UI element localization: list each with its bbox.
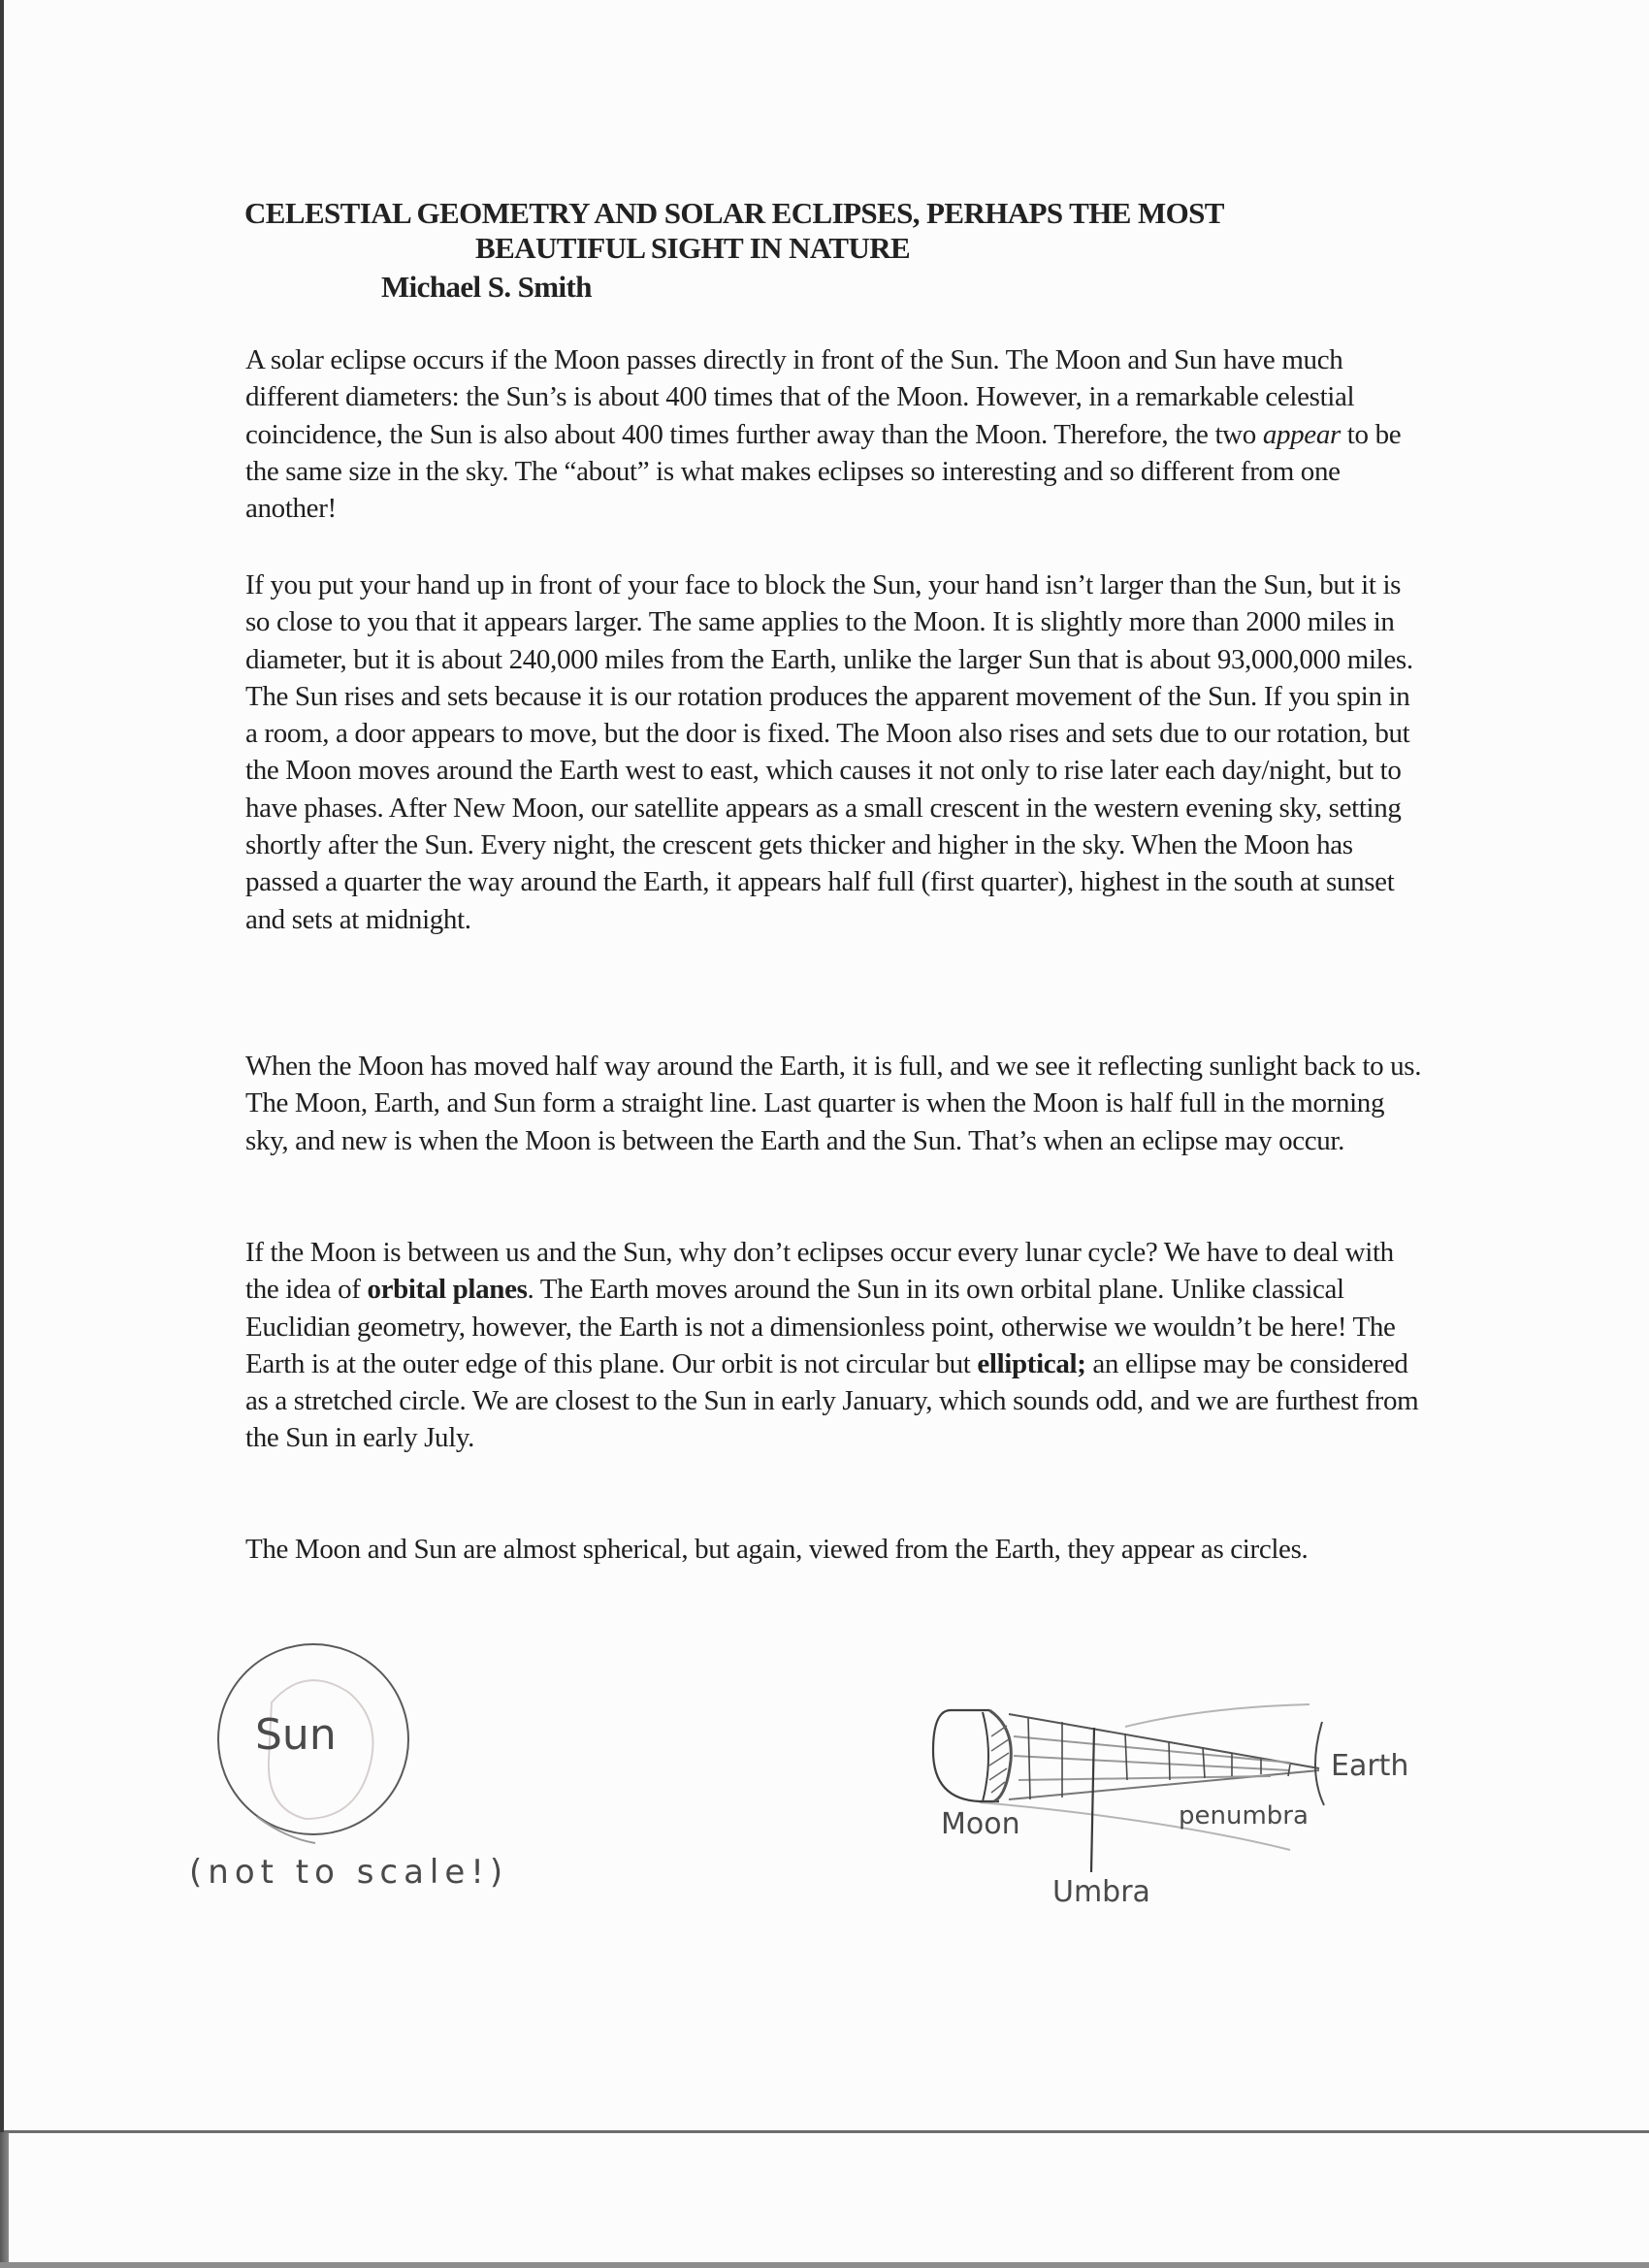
paragraph-2: If you put your hand up in front of your face to block the Sun, your hand isn’t larger than the Sun, but it is so close to you that it appears larger. The same applies to the Moon. It is slightly more than 2000 miles in diameter, but it is about 240,000 miles from the Earth, unlike the larger Sun that is about 93,000,000 miles. The Sun rises and sets because it is our rotation produces the apparent movement of the Sun. If you spin in a room, a door appears to move, but the door is fixed. The Moon also rises and sets due to our rotation, but the Moon moves around the Earth west to east, which causes it not only to rise later each day/night, but to have phases. After New Moon, our satellite appears as a small crescent in the western evening sky, setting shortly after the Sun. Every night, the crescent gets thicker and higher in the sky. When the Moon has passed a quarter the way around the Earth, it appears half full (first quarter), highest in the south at sunset and sets at midnight.	[245, 569, 1413, 935]
moon-label: Moon	[941, 1807, 1020, 1841]
bold-elliptical: elliptical;	[977, 1347, 1086, 1379]
umbra-pointer-line	[1091, 1728, 1094, 1872]
paragraph-4-text-b: . The Earth moves around the Sun in its own orbital plane. Unlike classical Euclidian geometry, however, the Earth is not a dimensionless point, otherwise we wouldn’t be here! The Earth is at the outer edge of this plane. Our orbit is not circular but	[245, 1274, 1396, 1379]
moon-shaded-limb	[989, 1710, 1011, 1801]
page-fold-line	[4, 2130, 1649, 2133]
umbra-inner-lines	[1014, 1736, 1290, 1780]
emphasis-appear: appear	[1262, 418, 1341, 450]
title-line-2: BEAUTIFUL SIGHT IN NATURE	[475, 231, 911, 265]
scan-left-edge	[0, 0, 4, 2268]
paragraph-5: The Moon and Sun are almost spherical, but again, viewed from the Earth, they appear as circles.	[245, 1534, 1309, 1565]
umbra-label: Umbra	[1052, 1875, 1150, 1909]
scan-left-shadow	[0, 2132, 9, 2268]
paragraph-4	[245, 1234, 1424, 1457]
paragraph-4-text-a: If the Moon is between us and the Sun, why don’t eclipses occur every lunar cycle? We have to deal with the idea of	[245, 1237, 1394, 1306]
scan-bottom-edge	[0, 2262, 1649, 2268]
earth-arc	[1315, 1722, 1324, 1805]
paragraph-1-text-a: A solar eclipse occurs if the Moon passes directly in front of the Sun. The Moon and Sun have much different diameters: the Sun’s is about 400 times that of the Moon. However, in a remarkable celestial coincidence, the Sun is also about 400 times further away than the Moon. Therefore, the two	[245, 344, 1355, 450]
eclipse-shadow-sketch	[922, 1683, 1426, 1916]
paragraph-1-text-b: to be the same size in the sky. The “about” is what makes eclipses so interesting and so different from one another!	[245, 418, 1402, 525]
umbra-lower-edge	[1009, 1770, 1319, 1799]
sun-sketch	[189, 1635, 558, 1916]
document-title	[244, 196, 1408, 266]
author-name: Michael S. Smith	[381, 270, 592, 304]
paragraph-4-text-c: an ellipse may be considered as a stretched circle. We are closest to the Sun in early January, which sounds odd, and we are furthest from the Sun in early July.	[245, 1347, 1419, 1454]
earth-label: Earth	[1331, 1749, 1409, 1783]
sun-label: Sun	[255, 1710, 337, 1760]
bold-orbital-planes: orbital planes	[367, 1274, 528, 1306]
moon-terminator	[983, 1712, 988, 1801]
penumbra-upper-line	[1125, 1704, 1310, 1727]
paragraph-1	[245, 341, 1424, 527]
not-to-scale-caption: (not to scale!)	[189, 1853, 509, 1892]
penumbra-label: penumbra	[1179, 1801, 1309, 1831]
paragraph-3: When the Moon has moved half way around the Earth, it is full, and we see it reflecting sunlight back to us. The Moon, Earth, and Sun form a straight line. Last quarter is when the Moon is half full in the morning sky, and new is when the Moon is between the Earth and the Sun. That’s when an eclipse may occur.	[245, 1051, 1422, 1156]
title-line-1: CELESTIAL GEOMETRY AND SOLAR ECLIPSES, PERHAPS THE MOST	[244, 196, 1224, 230]
